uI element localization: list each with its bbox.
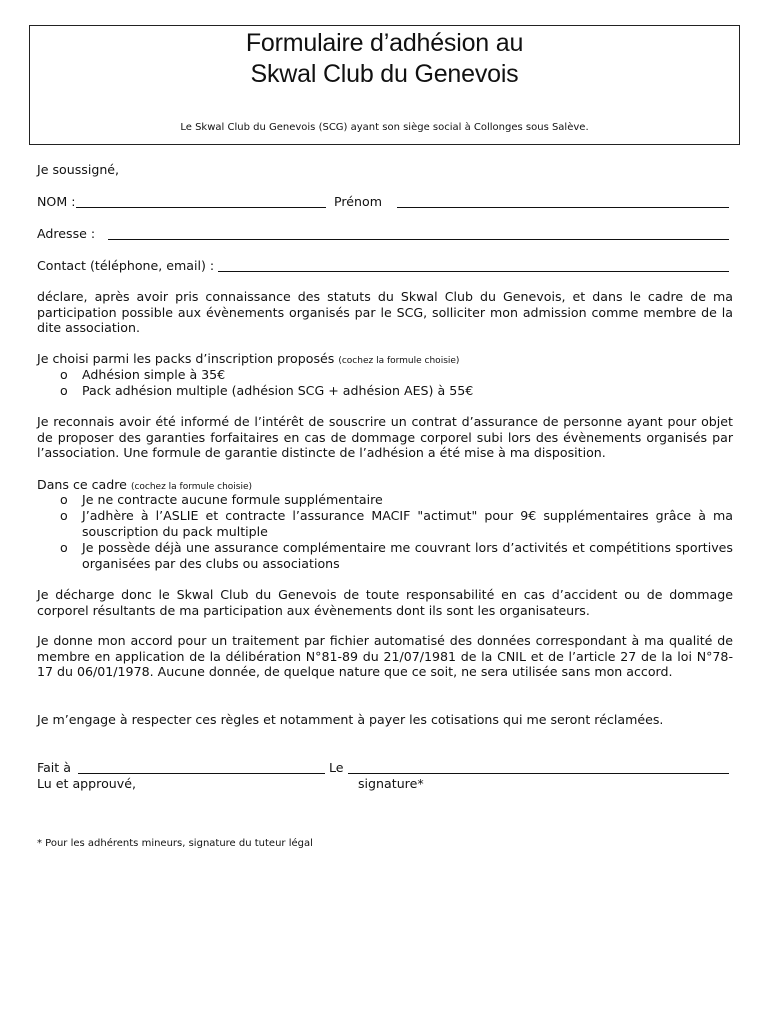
header-box xyxy=(29,25,740,145)
insurance-option-macif: J’adhère à l’ASLIE et contracte l’assurance MACIF "actimut" pour 9€ supplémentaires grâce à ma souscription du pack multiple xyxy=(82,508,733,539)
adresse-label: Adresse : xyxy=(37,226,96,241)
form-title-line2: Skwal Club du Genevois xyxy=(250,60,519,88)
signature-label: signature* xyxy=(358,776,424,791)
checkbox-pack-simple[interactable]: o xyxy=(60,367,68,382)
pack-option-simple: Adhésion simple à 35€ xyxy=(82,367,226,382)
commitment-paragraph: Je m’engage à respecter ces règles et notamment à payer les cotisations qui me seront réclamées. xyxy=(37,712,664,727)
insurance-info-paragraph: Je reconnais avoir été informé de l’intérêt de souscrire un contrat d’assurance de personne ayant pour objet de proposer des garanties forfaitaires en cas de dommage corporel subi lors des évènements organisés par l’association. Une formule de garantie distincte de l’adhésion a été mise à ma disposition. xyxy=(37,414,733,461)
insurance-option-existing: Je possède déjà une assurance complémentaire me couvrant lors d’activités et compétitions sportives organisées par des clubs ou associations xyxy=(82,540,733,571)
packs-intro-text: Je choisi parmi les packs d’inscription proposés xyxy=(37,351,335,366)
checkbox-insurance-macif[interactable]: o xyxy=(60,508,68,523)
header-subtitle: Le Skwal Club du Genevois (SCG) ayant son siège social à Collonges sous Salève. xyxy=(180,122,589,133)
discharge-paragraph: Je décharge donc le Skwal Club du Genevois de toute responsabilité en cas d’accident ou de dommage corporel résultants de ma participation aux évènements dont ils sont les organisateurs. xyxy=(37,587,733,618)
contact-field[interactable] xyxy=(218,271,729,272)
prenom-label: Prénom xyxy=(334,194,382,209)
checkbox-pack-multiple[interactable]: o xyxy=(60,383,68,398)
declaration-paragraph: déclare, après avoir pris connaissance des statuts du Skwal Club du Genevois, et dans le cadre de ma participation possible aux évènements organisés par le SCG, solliciter mon admission comme membre de la dite association. xyxy=(37,289,733,336)
date-label: Le xyxy=(329,760,344,775)
pack-option-multiple: Pack adhésion multiple (adhésion SCG + adhésion AES) à 55€ xyxy=(82,383,474,398)
form-title-line1: Formulaire d’adhésion au xyxy=(245,29,524,57)
prenom-field[interactable] xyxy=(397,207,729,208)
nom-label: NOM : xyxy=(37,194,76,209)
fait-a-label: Fait à xyxy=(37,760,71,775)
insurance-choice-note: (cochez la formule choisie) xyxy=(130,482,253,492)
footnote: * Pour les adhérents mineurs, signature du tuteur légal xyxy=(37,838,313,849)
adresse-field[interactable] xyxy=(108,239,729,240)
packs-note: (cochez la formule choisie) xyxy=(338,356,460,366)
insurance-choice-intro-text: Dans ce cadre xyxy=(37,477,127,492)
data-consent-paragraph: Je donne mon accord pour un traitement par fichier automatisé des données correspondant à ma qualité de membre en application de la délibération N°81-89 du 21/07/1981 de la CNIL et de l’article 27 de la loi N°78-17 du 06/01/1978. Aucune donnée, de quelque nature que ce soit, ne sera utilisée sans mon accord. xyxy=(37,633,733,680)
checkbox-insurance-none[interactable]: o xyxy=(60,492,68,507)
nom-field[interactable] xyxy=(76,207,326,208)
checkbox-insurance-existing[interactable]: o xyxy=(60,540,68,555)
insurance-option-none: Je ne contracte aucune formule supplémentaire xyxy=(82,492,383,507)
intro-text: Je soussigné, xyxy=(37,162,120,177)
lu-approuve-label: Lu et approuvé, xyxy=(37,776,136,791)
contact-label: Contact (téléphone, email) : xyxy=(37,258,215,273)
fait-a-field[interactable] xyxy=(78,773,325,774)
date-field[interactable] xyxy=(348,773,729,774)
